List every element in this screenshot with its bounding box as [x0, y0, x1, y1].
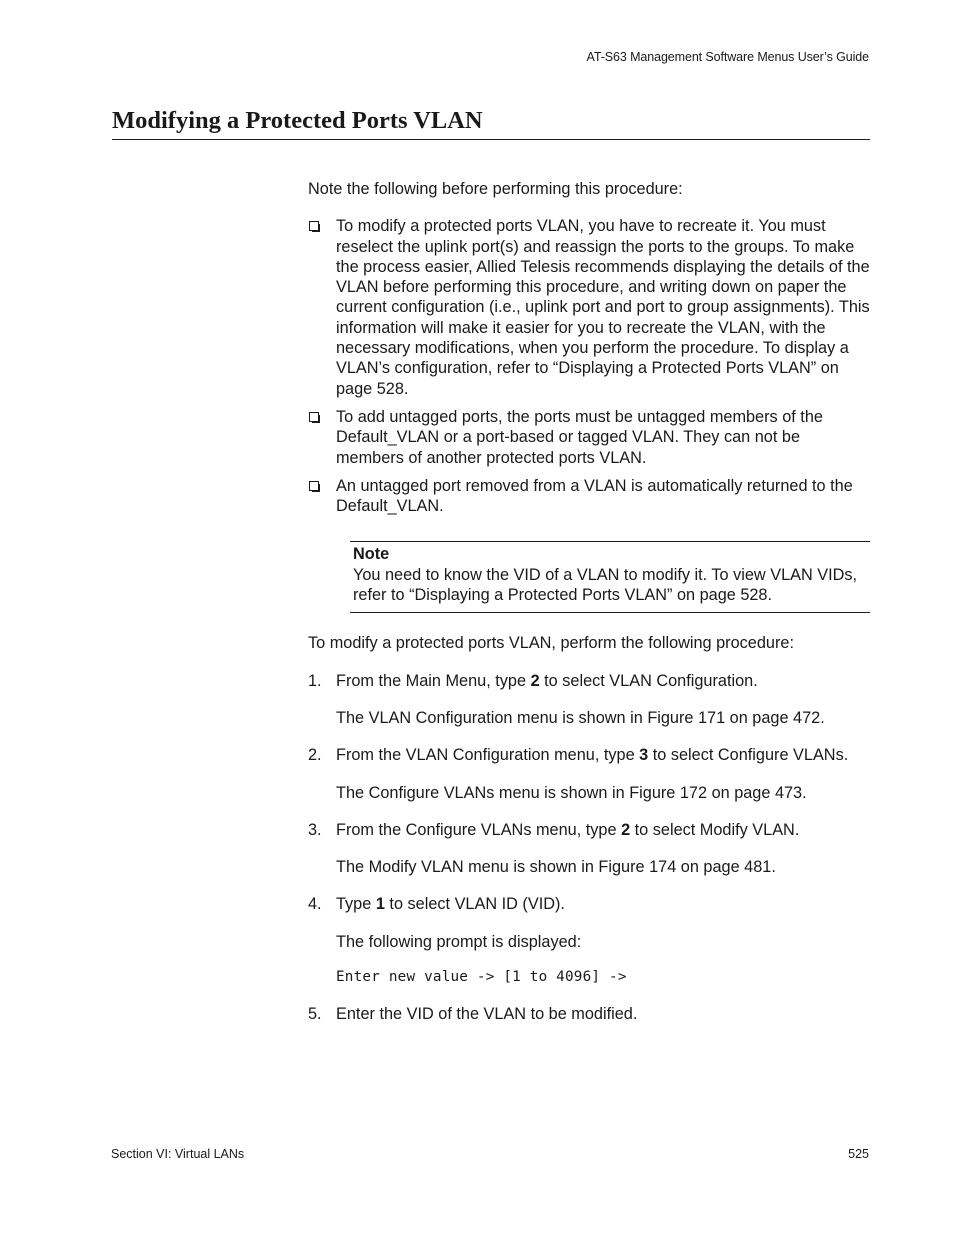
list-item-text: To add untagged ports, the ports must be untagged members of the Default_VLAN or a port-based or tagged VLAN. They can not be members of another protected ports VLAN. — [336, 407, 823, 467]
step-result: The following prompt is displayed: — [336, 932, 582, 951]
step-number: 4. — [308, 895, 322, 914]
procedure-step — [308, 820, 870, 878]
page-number: 525 — [848, 1147, 869, 1161]
prerequisite-list — [308, 216, 870, 516]
procedure-step — [308, 745, 870, 803]
intro-text: Note the following before performing this procedure: — [308, 180, 683, 198]
step-instruction: Enter the VID of the VLAN to be modified. — [336, 1005, 638, 1024]
list-item-text: An untagged port removed from a VLAN is automatically returned to the Default_VLAN. — [336, 476, 853, 516]
procedure-steps — [308, 671, 870, 1025]
body-content — [308, 179, 870, 1042]
prompt-code: Enter new value -> [1 to 4096] -> — [336, 969, 627, 986]
step-instruction: Type 1 to select VLAN ID (VID). — [336, 895, 565, 914]
procedure-step — [308, 1004, 870, 1024]
step-result: The Modify VLAN menu is shown in Figure 174 on page 481. — [336, 858, 776, 877]
step-number: 1. — [308, 671, 322, 690]
list-item — [308, 407, 870, 468]
note-box — [350, 541, 870, 613]
checkbox-icon — [309, 481, 319, 491]
menu-key: 1 — [375, 895, 385, 914]
step-result: The VLAN Configuration menu is shown in Figure 171 on page 472. — [336, 708, 825, 727]
note-text: You need to know the VID of a VLAN to modify it. To view VLAN VIDs, refer to “Displaying a Protected Ports VLAN” on page 528. — [353, 565, 858, 605]
list-item — [308, 216, 870, 399]
step-number: 2. — [308, 746, 322, 765]
list-item-text: To modify a protected ports VLAN, you have to recreate it. You must reselect the uplink port(s) and reassign the ports to the groups. To make the process easier, Allied Telesis recommends displaying the details of the VLAN before performing this procedure, and writing down on paper the current configuration (i.e., uplink port and port to group assignments). This information will make it easier for you to recreate the VLAN, with the necessary modifications, when you perform the procedure. To display a VLAN’s configuration, refer to “Displaying a Protected Ports VLAN” on page 528. — [336, 217, 870, 398]
step-result: The Configure VLANs menu is shown in Figure 172 on page 473. — [336, 783, 807, 802]
procedure-step — [308, 671, 870, 729]
step-number: 3. — [308, 820, 322, 839]
step-instruction: From the VLAN Configuration menu, type 3 to select Configure VLANs. — [336, 746, 849, 765]
note-title: Note — [353, 545, 390, 564]
running-header: AT-S63 Management Software Menus User’s Guide — [586, 50, 869, 64]
checkbox-icon — [309, 221, 319, 231]
list-item — [308, 476, 870, 517]
checkbox-icon — [309, 412, 319, 422]
section-title: Modifying a Protected Ports VLAN — [112, 107, 870, 140]
menu-key: 2 — [530, 671, 540, 690]
menu-key: 2 — [621, 820, 631, 839]
step-instruction: From the Configure VLANs menu, type 2 to select Modify VLAN. — [336, 820, 800, 839]
procedure-lead: To modify a protected ports VLAN, perform the following procedure: — [308, 634, 794, 653]
step-instruction: From the Main Menu, type 2 to select VLAN Configuration. — [336, 671, 758, 690]
footer-section: Section VI: Virtual LANs — [111, 1147, 245, 1161]
procedure-step — [308, 894, 870, 987]
step-number: 5. — [308, 1005, 322, 1024]
menu-key: 3 — [639, 746, 649, 765]
